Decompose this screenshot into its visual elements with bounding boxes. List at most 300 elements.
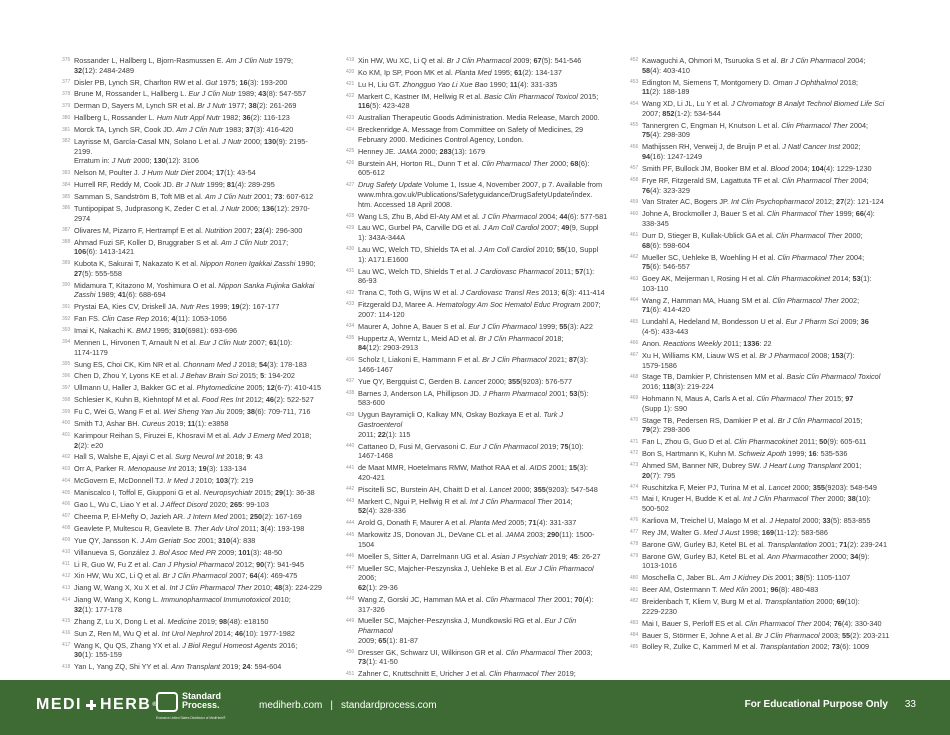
reference-text: Li R, Guo W, Fu Z et al. Can J Physiol Pharmacol 2012; 90(7): 941-945 [74, 559, 305, 569]
reference-item [62, 524, 324, 534]
footer-links [259, 700, 437, 711]
mediherb-link[interactable]: mediherb.com [259, 700, 323, 711]
reference-number: 444 [346, 519, 355, 526]
reference-item [62, 281, 324, 300]
reference-item [346, 159, 608, 178]
reference-number: 383 [62, 169, 71, 176]
reference-number: 435 [346, 334, 355, 341]
reference-text: Ahmed SM, Banner NR, Dubrey SW. J Heart Lung Transplant 2001; 20(7): 795 [642, 460, 862, 480]
reference-item [630, 209, 892, 228]
reference-item [630, 631, 892, 641]
reference-number: 405 [62, 489, 71, 496]
reference-item [346, 56, 608, 66]
reference-item [630, 121, 892, 140]
reference-text: Moschella C, Jaber BL. Am J Kidney Dis 2001; 38(5): 1105-1107 [642, 573, 851, 583]
reference-text: Wang XD, Li JL, Lu Y et al. J Chromatogr B Analyt Technol Biomed Life Sci 2007; 852(1-2): 534-544 [642, 99, 885, 118]
reference-item [630, 372, 892, 391]
reference-item [346, 530, 608, 549]
reference-text: Australian Therapeutic Goods Administration. Media Release, March 2000. [358, 113, 600, 123]
reference-number: 426 [346, 160, 355, 167]
reference-item [630, 461, 892, 480]
reference-number: 470 [630, 416, 639, 423]
reference-item [630, 597, 892, 616]
reference-number: 401 [62, 432, 71, 439]
standardprocess-link[interactable]: standardprocess.com [340, 700, 437, 711]
reference-item [630, 296, 892, 315]
reference-text: Karliova M, Treichel U, Malago M et al. J Hepatol 2000; 33(5): 853-855 [642, 516, 871, 526]
reference-number: 449 [346, 617, 355, 624]
reference-item [62, 583, 324, 593]
reference-item [62, 536, 324, 546]
reference-number: 477 [630, 529, 639, 536]
reference-number: 387 [62, 227, 71, 233]
reference-item [630, 56, 892, 75]
reference-number: 396 [62, 372, 71, 379]
reference-item [346, 497, 608, 516]
reference-item [630, 516, 892, 526]
reference-number: 423 [346, 114, 355, 121]
reference-item [62, 395, 324, 405]
reference-item [62, 431, 324, 450]
reference-text: Wang LS, Zhu B, Abd El-Aty AM et al. J Clin Pharmacol 2004; 44(6): 577-581 [358, 211, 608, 221]
reference-text: Smith PF, Bullock JM, Booker BM et al. Blood 2004; 104(4): 1229-1230 [642, 163, 872, 173]
reference-number: 439 [346, 411, 355, 418]
reference-number: 379 [62, 102, 71, 109]
reference-number: 402 [62, 453, 71, 460]
reference-number: 434 [346, 323, 355, 330]
reference-item [346, 180, 608, 209]
reference-number: 483 [630, 620, 639, 627]
reference-number: 414 [62, 596, 71, 603]
reference-text: Derman D, Sayers M, Lynch SR et al. Br J Nutr 1977; 38(2): 261-269 [74, 101, 297, 111]
reference-item [62, 488, 324, 498]
reference-text: Mathijssen RH, Verweij J, de Bruijn P et al. J Natl Cancer Inst 2002; 94(16): 1247-1249 [642, 142, 861, 162]
reference-item [346, 288, 608, 298]
reference-column-2 [346, 56, 608, 679]
reference-number: 447 [346, 564, 355, 571]
reference-number: 400 [62, 420, 71, 427]
reference-item [630, 231, 892, 250]
reference-text: Layrisse M, García-Casal MN, Solano L et al. J Nutr 2000; 130(9): 2195-2199. Erratum in: J Nutr 2000; 130(12): 3106 [74, 137, 308, 166]
reference-text: Samman S, Sandström B, Toft MB et al. Am J Clin Nutr 2001; 73: 607-612 [74, 192, 314, 202]
reference-text: Cattaneo D, Fusi M, Gervasoni C. Eur J Clin Pharmacol 2019; 75(10): 1467-1468 [358, 441, 584, 461]
reference-item [346, 223, 608, 242]
reference-text: Midamura T, Kitazono M, Yoshimura O et al. Nippon Sanka Fujinka Gakkai Zasshi 1989; 41(6): 688-694 [74, 280, 315, 300]
reference-text: Hall S, Walshe E, Ajayi C et al. Surg Neurol Int 2018; 9: 43 [74, 452, 263, 462]
reference-item [630, 573, 892, 583]
reference-number: 481 [630, 586, 639, 593]
reference-text: Trana C, Toth G, Wijns W et al. J Cardiovasc Transl Res 2013; 6(3): 411-414 [358, 288, 605, 298]
reference-text: Lu H, Liu GT. Zhongguo Yao Li Xue Bao 1990; 11(4): 331-335 [358, 79, 558, 89]
reference-text: Scholz I, Liakoni E, Hammann F et al. Br J Clin Pharmacol 2021; 87(3): 1466-1467 [358, 355, 588, 374]
reference-item [62, 168, 324, 178]
reference-item [346, 485, 608, 495]
reference-item [346, 245, 608, 264]
reference-item [346, 212, 608, 222]
reference-item [346, 518, 608, 528]
reference-number: 482 [630, 598, 639, 605]
reference-text: Disler PB, Lynch SR, Charlton RW et al. Gut 1975; 16(3): 193-200 [74, 77, 288, 87]
reference-column-3 [630, 56, 892, 668]
reference-number: 475 [630, 495, 639, 502]
reference-number: 436 [346, 356, 355, 363]
reference-item [346, 564, 608, 593]
reference-number: 417 [62, 641, 71, 648]
reference-text: Wang Z, Hamman MA, Huang SM et al. Clin Pharmacol Ther 2002; 71(6): 414-420 [642, 295, 860, 315]
reference-text: Stage TB, Pedersen RS, Damkier P et al. Br J Clin Pharmacol 2015; 79(2): 298-306 [642, 415, 863, 435]
reference-number: 465 [630, 318, 639, 325]
reference-text: Beer AM, Ostermann T. Med Klin 2001; 96(8): 480-483 [642, 585, 819, 595]
reference-number: 391 [62, 303, 71, 310]
reference-text: Morck TA, Lynch SR, Cook JD. Am J Clin Nutr 1983; 37(3): 416-420 [74, 125, 294, 135]
reference-item [630, 619, 892, 629]
reference-item [62, 500, 324, 510]
reference-text: Yan L, Yang ZQ, Shi YY et al. Ann Transplant 2019; 24: 594-604 [74, 662, 282, 672]
reference-text: Ruschitzka F, Meier PJ, Turina M et al. Lancet 2000; 355(9203): 548-549 [642, 482, 877, 492]
reference-text: Xin HW, Wu XC, Li Q et al. Br J Clin Pharmacol 2007; 64(4): 469-475 [74, 571, 298, 581]
reference-number: 473 [630, 462, 639, 469]
reference-item [346, 113, 608, 123]
reference-text: Olivares M, Pizarro F, Hertrampf E et al. Nutrition 2007; 23(4): 296-300 [74, 225, 303, 235]
reference-text: Kubota K, Sakurai T, Nakazato K et al. Nippon Ronen Igakkai Zasshi 1990; 27(5): 555-558 [74, 259, 316, 278]
mediherb-logo[interactable] [36, 696, 158, 714]
reference-text: Barnes J, Anderson LA, Phillipson JD. J Pharm Pharmacol 2001; 53(5): 583-600 [358, 388, 589, 408]
reference-number: 410 [62, 549, 71, 555]
reference-item [630, 416, 892, 435]
reference-item [346, 267, 608, 286]
reference-number: 479 [630, 553, 639, 560]
reference-item [346, 377, 608, 387]
reference-text: Rossander L, Hallberg L, Bjorn-Rasmussen E. Am J Clin Nutr 1979; 32(12): 2484-2489 [74, 56, 294, 75]
reference-number: 378 [62, 90, 71, 97]
reference-item [630, 99, 892, 118]
reference-text: Barone GW, Gurley BJ, Ketel BL et al. Transplantation 2001; 71(2): 239-241 [642, 539, 888, 549]
reference-number: 388 [62, 238, 71, 245]
reference-text: Sun Z, Ren M, Wu Q et al. Int Urol Nephrol 2014; 46(10): 1977-1982 [74, 628, 295, 638]
reference-number: 455 [630, 122, 639, 129]
reference-text: Fan FS. Clin Case Rep 2016; 4(11): 1053-1056 [74, 314, 227, 324]
reference-number: 424 [346, 126, 355, 133]
educational-notice: For Educational Purpose Only [744, 699, 888, 710]
reference-text: Maurer A, Johne A, Bauer S et al. Eur J Clin Pharmacol 1999; 55(3): A22 [358, 321, 593, 331]
reference-text: Jiang W, Wang X, Kong L. Immunopharmacol Immunotoxicol 2010; 32(1): 177-178 [74, 595, 291, 614]
reference-item [62, 338, 324, 357]
reference-number: 385 [62, 193, 71, 200]
reference-number: 418 [62, 663, 71, 670]
reference-text: Brune M, Rossander L, Hallberg L. Eur J Clin Nutr 1989; 43(8): 547-557 [74, 89, 307, 99]
reference-text: Dresser GK, Schwarz UI, Wilkinson GR et al. Clin Pharmacol Ther 2003; 73(1): 41-50 [358, 647, 593, 667]
reference-text: Zahner C, Kruttschnitt E, Uricher J et al. Clin Pharmacol Ther 2019; [358, 669, 576, 679]
reference-text: Anon. Reactions Weekly 2011; 1336: 22 [642, 338, 772, 348]
reference-item [630, 494, 892, 513]
reference-text: Prystai EA, Kies CV, Driskell JA. Nutr Res 1999; 19(2): 167-177 [74, 302, 280, 312]
reference-number: 478 [630, 541, 639, 548]
reference-number: 454 [630, 100, 639, 107]
reference-text: Goey AK, Meijerman I, Rosing H et al. Clin Pharmacokinet 2014; 53(1): 103-110 [642, 274, 872, 293]
reference-number: 480 [630, 574, 639, 581]
reference-number: 429 [346, 224, 355, 231]
reference-item [630, 351, 892, 370]
standard-process-name: Standard Process. [182, 691, 222, 710]
reference-number: 457 [630, 165, 639, 172]
reference-number: 425 [346, 148, 355, 155]
reference-number: 428 [346, 212, 355, 219]
reference-number: 404 [62, 477, 71, 484]
reference-number: 395 [62, 360, 71, 367]
reference-item [346, 322, 608, 332]
reference-number: 459 [630, 198, 639, 205]
reference-text: Durr D, Stieger B, Kullak-Ublick GA et al. Clin Pharmacol Ther 2000; 68(6): 598-604 [642, 230, 863, 250]
reference-number: 458 [630, 177, 639, 184]
reference-number: 468 [630, 373, 639, 380]
reference-item [62, 360, 324, 370]
reference-number: 433 [346, 301, 355, 308]
reference-number: 460 [630, 210, 639, 217]
reference-item [346, 389, 608, 408]
reference-number: 453 [630, 78, 639, 85]
reference-item [62, 101, 324, 111]
reference-number: 413 [62, 584, 71, 591]
reference-item [62, 204, 324, 223]
reference-text: Yue QY, Bergquist C, Gerden B. Lancet 2000; 355(9203): 576-577 [358, 376, 573, 386]
reference-text: Cheema P, El-Mefty O, Jazieh AR. J Intern Med 2001; 250(2): 167-169 [74, 511, 302, 521]
reference-number: 422 [346, 93, 355, 100]
reference-text: Bon S, Hartmann K, Kuhn M. Schweiz Apoth 1999; 16: 535-536 [642, 449, 848, 459]
reference-number: 472 [630, 450, 639, 457]
reference-number: 474 [630, 483, 639, 490]
reference-item [62, 56, 324, 75]
reference-number: 420 [346, 69, 355, 76]
reference-text: Drug Safety Update Volume 1, Issue 4, November 2007, p 7. Available from www.mhra.gov.uk/Publications/Safetyguidance/DrugSafetyUpdate/index. htm. Accessed 18 April 2008. [358, 180, 603, 209]
reference-number: 407 [62, 513, 71, 520]
reference-text: Henney JE. JAMA 2000; 283(13): 1679 [358, 146, 485, 156]
reference-text: Stage TB, Damkier P, Christensen MM et al. Basic Clin Pharmacol Toxicol 2016; 118(3): 219-224 [642, 372, 881, 392]
reference-text: Markowitz JS, Donovan JL, DeVane CL et al. JAMA 2003; 290(11): 1500-1504 [358, 530, 595, 549]
reference-number: 377 [62, 78, 71, 85]
reference-text: Arold G, Donath F, Maurer A et al. Planta Med 2005; 71(4): 331-337 [358, 518, 577, 528]
reference-number: 451 [346, 670, 355, 677]
reference-number: 393 [62, 327, 71, 334]
reference-number: 464 [630, 297, 639, 304]
page-number: 33 [904, 699, 916, 710]
reference-text: Xin HW, Wu XC, Li Q et al. Br J Clin Pharmacol 2009; 67(5): 541-546 [358, 56, 582, 65]
link-separator: | [330, 700, 333, 711]
reference-number: 446 [346, 553, 355, 560]
reference-item [62, 89, 324, 99]
reference-item [630, 449, 892, 459]
reference-item [630, 164, 892, 174]
reference-number: 411 [62, 560, 70, 567]
reference-number: 456 [630, 143, 639, 150]
reference-number: 398 [62, 396, 71, 403]
reference-number: 463 [630, 275, 639, 282]
reference-item [62, 137, 324, 166]
reference-item [62, 125, 324, 135]
reference-text: Mai I, Kruger H, Budde K et al. Int J Clin Pharmacol Ther 2000; 38(10): 500-502 [642, 494, 871, 514]
reference-text: Mueller SC, Majcher-Peszynska J, Mundkowski RG et al. Eur J Clin Pharmacol 2009; 65(1): 81-87 [358, 616, 577, 645]
reference-text: Mueller SC, Uehleke B, Woehling H et al. Clin Pharmacol Ther 2004; 75(6): 546-557 [642, 252, 865, 272]
reference-number: 412 [62, 572, 71, 579]
reference-item [62, 548, 324, 558]
standard-process-logo[interactable] [156, 692, 246, 726]
reference-item [630, 585, 892, 595]
reference-item [62, 452, 324, 462]
reference-item [62, 314, 324, 324]
reference-number: 443 [346, 498, 355, 505]
reference-item [62, 641, 324, 660]
reference-item [630, 540, 892, 550]
reference-item [630, 394, 892, 413]
reference-item [62, 595, 324, 614]
reference-text: Imai K, Nakachi K. BMJ 1995; 310(6981): 693-696 [74, 326, 238, 336]
reference-text: Schlesier K, Kuhn B, Kiehntopf M et al. Food Res Int 2012; 46(2): 522-527 [74, 395, 314, 405]
reference-text: Ahmad Fuzi SF, Koller D, Bruggraber S et al. Am J Clin Nutr 2017; 106(6): 1413-1421 [74, 237, 289, 257]
reference-text: Wang K, Qu QS, Zhang YX et al. J Biol Regul Homeost Agents 2016; 30(1): 155-159 [74, 640, 298, 660]
reference-list [62, 56, 902, 679]
reference-number: 419 [346, 57, 355, 64]
reference-text: Hallberg L, Rossander L. Hum Nutr Appl Nutr 1982; 36(2): 116-123 [74, 113, 290, 123]
reference-item [630, 317, 892, 336]
reference-number: 394 [62, 339, 71, 346]
reference-text: Breidenbach T, Kliem V, Burg M et al. Transplantation 2000; 69(10): 2229-2230 [642, 597, 860, 616]
reference-number: 485 [630, 643, 639, 650]
reference-text: Mai I, Bauer S, Perloff ES et al. Clin Pharmacol Ther 2004; 76(4): 330-340 [642, 618, 882, 628]
reference-text: Lau WC, Welch TD, Shields TA et al. J Am Coll Cardiol 2010; 55(10, Suppl 1): A171.E1600 [358, 245, 599, 264]
reference-number: 432 [346, 289, 355, 296]
cross-icon [86, 700, 96, 710]
reference-number: 484 [630, 631, 639, 638]
reference-text: Nelson M, Poulter J. J Hum Nutr Diet 2004; 17(1): 43-54 [74, 168, 256, 178]
reference-text: Moeller S, Sitter A, Darrelmann UG et al. Asian J Psychiatr 2019; 45: 26-27 [358, 551, 601, 561]
mediherb-logo-right: HERB [100, 696, 152, 713]
reference-text: Piscitelli SC, Burstein AH, Chaitt D et al. Lancet 2000; 355(9203): 547-548 [358, 484, 598, 494]
reference-item [346, 147, 608, 157]
reference-item [346, 552, 608, 562]
reference-text: Lau WC, Gurbel PA, Carville DG et al. J Am Coll Cardiol 2007; 49(9, Suppl 1): 343A-344A [358, 223, 599, 243]
reference-number: 409 [62, 537, 71, 544]
reference-number: 448 [346, 596, 355, 603]
reference-text: Lau WC, Welch TD, Shields T et al. J Cardiovasc Pharmacol 2011; 57(1): 86-93 [358, 266, 595, 286]
reference-text: Burstein AH, Horton RL, Dunn T et al. Clin Pharmacol Ther 2000; 68(6): 605-612 [358, 158, 590, 178]
reference-text: Kawaguchi A, Ohmori M, Tsuruoka S et al. Br J Clin Pharmacol 2004; 58(4): 403-410 [642, 56, 866, 75]
reference-text: Fitzgerald DJ, Maree A. Hematology Am Soc Hematol Educ Program 2007; 2007: 114-120 [358, 300, 601, 319]
reference-number: 438 [346, 390, 355, 397]
reference-number: 476 [630, 517, 639, 524]
reference-item [346, 616, 608, 645]
reference-text: Mueller SC, Majcher-Peszynska J, Uehleke B et al. Eur J Clin Pharmacol 2006; 62(1): 29-36 [358, 563, 594, 592]
reference-number: 392 [62, 315, 71, 322]
reference-item [62, 326, 324, 336]
reference-text: Ko KM, Ip SP, Poon MK et al. Planta Med 1995; 61(2): 134-137 [358, 67, 562, 77]
reference-text: Bauer S, Störmer E, Johne A et al. Br J Clin Pharmacol 2003; 55(2): 203-211 [642, 630, 890, 640]
reference-text: Huppertz A, Werntz L, Meid AD et al. Br J Clin Pharmacol 2018; 84(12): 2903-2913 [358, 333, 564, 353]
reference-number: 452 [630, 57, 639, 64]
reference-text: Bolley R, Zulke C, Kammerl M et al. Transplantation 2002; 73(6): 1009 [642, 642, 870, 652]
reference-item [346, 125, 608, 144]
reference-number: 408 [62, 525, 71, 532]
reference-item [62, 238, 324, 257]
reference-item [62, 464, 324, 474]
reference-number: 403 [62, 465, 71, 472]
reference-item [630, 483, 892, 493]
reference-number: 450 [346, 649, 355, 656]
reference-number: 462 [630, 253, 639, 260]
reference-number: 376 [62, 57, 71, 64]
reference-text: Fu C, Wei G, Wang F et al. Wei Sheng Yan Jiu 2009; 38(6): 709-711, 716 [74, 407, 311, 417]
reference-item [346, 648, 608, 667]
reference-item [346, 68, 608, 78]
reference-item [62, 476, 324, 486]
reference-number: 440 [346, 442, 355, 449]
reference-text: Tannergren C, Engman H, Knutson L et al. Clin Pharmacol Ther 2004; 75(4): 298-309 [642, 120, 869, 140]
standard-process-badge-icon [156, 692, 178, 712]
reference-item [62, 629, 324, 639]
reference-item [630, 528, 892, 538]
reference-text: Sung ES, Choi CK, Kim NR et al. Chonnam Med J 2018; 54(3): 178-183 [74, 359, 307, 369]
reference-item [630, 176, 892, 195]
reference-item [62, 259, 324, 278]
footer-bar [0, 680, 950, 735]
reference-number: 445 [346, 531, 355, 538]
reference-number: 437 [346, 378, 355, 385]
reference-item [630, 552, 892, 571]
reference-item [630, 197, 892, 207]
reference-item [346, 463, 608, 482]
reference-item [630, 437, 892, 447]
reference-item [62, 617, 324, 627]
reference-item [346, 334, 608, 353]
reference-text: Jiang W, Wang X, Xu X et al. Int J Clin Pharmacol Ther 2010; 48(3): 224-229 [74, 583, 322, 593]
mediherb-logo-left: MEDI [36, 696, 82, 713]
reference-text: Geavlete P, Multescu R, Geavlete B. Ther Adv Urol 2011; 3(4): 193-198 [74, 523, 305, 533]
reference-number: 421 [346, 81, 355, 88]
reference-item [62, 383, 324, 393]
reference-item [62, 512, 324, 522]
reference-item [630, 339, 892, 349]
reference-item [630, 78, 892, 97]
reference-item [346, 92, 608, 111]
reference-number: 467 [630, 352, 639, 359]
reference-number: 397 [62, 384, 71, 391]
reference-item [346, 442, 608, 461]
reference-text: Orr A, Parker R. Menopause Int 2013; 19(3): 133-134 [74, 464, 247, 474]
reference-item [630, 142, 892, 161]
reference-text: Chen D, Zhou Y, Lyons KE et al. J Behav Brain Sci 2015; 5: 194-202 [74, 371, 295, 381]
reference-text: McGovern E, McDonnell TJ. Ir Med J 2010; 103(7): 219 [74, 476, 254, 486]
reference-item [62, 78, 324, 88]
reference-item [346, 80, 608, 90]
reference-number: 386 [62, 205, 71, 212]
reference-number: 442 [346, 486, 355, 493]
reference-text: Yue QY, Jansson K. J Am Geriatr Soc 2001; 310(4): 838 [74, 535, 256, 545]
reference-text: Hurrell RF, Reddy M, Cook JD. Br J Nutr 1999; 81(4): 289-295 [74, 180, 275, 190]
reference-text: Barone GW, Gurley BJ, Ketel BL et al. Ann Pharmacother 2000; 34(9): 1013-1016 [642, 551, 870, 571]
reference-text: Zhang Z, Lu X, Dong L et al. Medicine 2019; 98(48): e18150 [74, 616, 269, 626]
reference-text: Tuntipopipat S, Judprasong K, Zeder C et al. J Nutr 2006; 136(12): 2970-2974 [74, 204, 310, 223]
reference-text: Markert C, Ngui P, Hellwig R et al. Int J Clin Pharmacol Ther 2014; 52(4): 328-336 [358, 496, 573, 516]
reference-text: Lundahl A, Hedeland M, Bondesson U et al. Eur J Pharm Sci 2009; 36 (4-5): 433-443 [642, 317, 869, 337]
reference-text: Mennen L, Hirvonen T, Arnault N et al. Eur J Clin Nutr 2007; 61(10): 1174-1179 [74, 337, 293, 357]
reference-item [62, 662, 324, 672]
reference-number: 381 [62, 126, 71, 133]
reference-item [630, 642, 892, 652]
reference-text: Hohmann N, Maus A, Carls A et al. Clin Pharmacol Ther 2015; 97 (Supp 1): S90 [642, 393, 854, 413]
reference-number: 469 [630, 395, 639, 402]
reference-number: 431 [346, 268, 355, 274]
reference-text: Karimpour Reihan S, Firuzei E, Khosravi M et al. Adv J Emerg Med 2018; 2(2): e20 [74, 430, 312, 450]
reference-number: 390 [62, 282, 71, 289]
reference-number: 427 [346, 181, 355, 188]
